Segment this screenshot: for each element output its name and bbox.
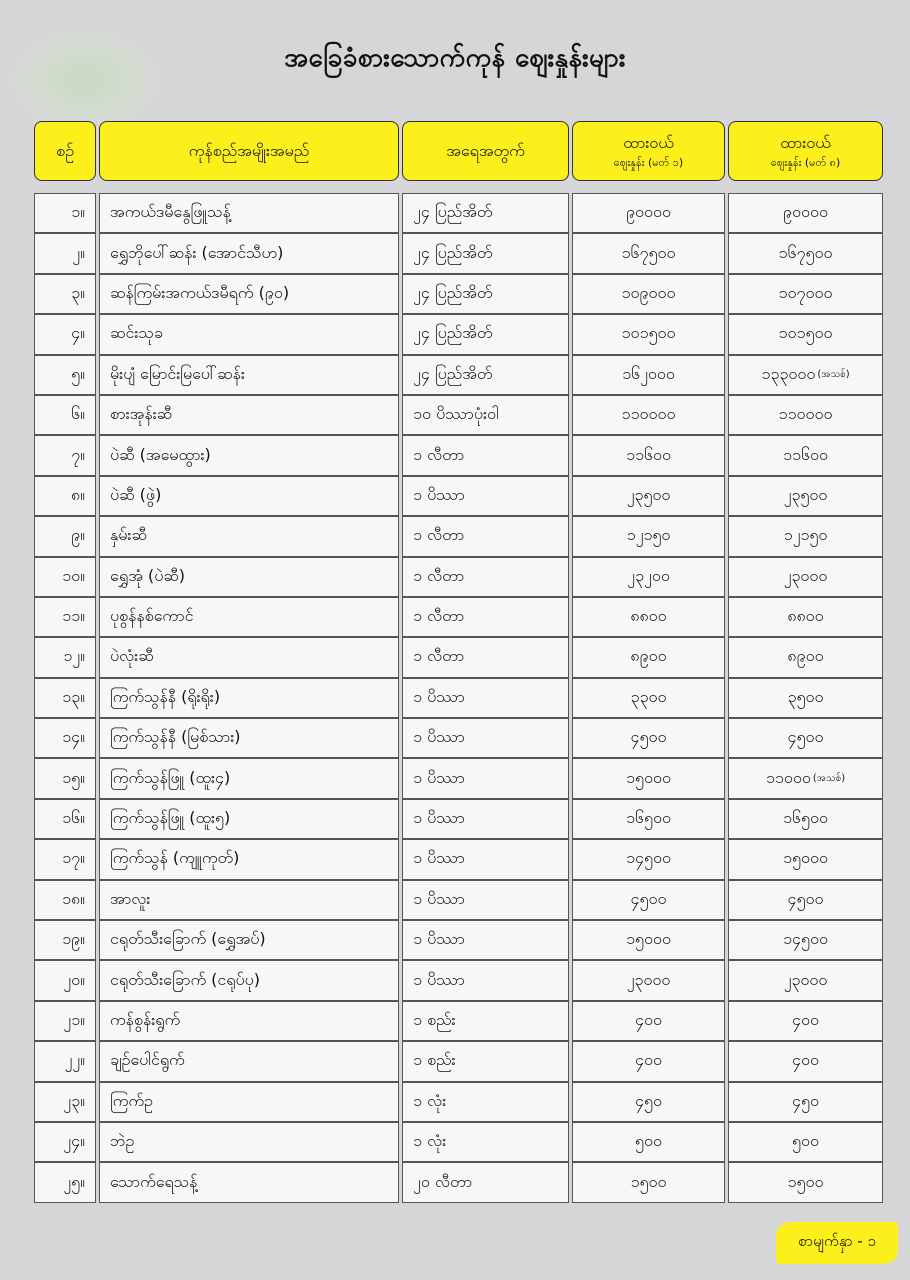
item-name-text: ချဉ်ပေါင်ရွက်	[110, 1050, 185, 1070]
price-march-8	[728, 597, 883, 637]
row-number	[34, 476, 96, 516]
row-number-text: ၆။	[71, 404, 85, 424]
price-march-8-text: ၉၀၀၀၀	[783, 202, 828, 222]
item-unit	[402, 880, 569, 920]
price-march-8	[728, 476, 883, 516]
item-unit-text: ၁ ပိဿာ	[413, 767, 465, 787]
row-number-text: ၂၅။	[63, 1171, 85, 1191]
item-unit	[402, 920, 569, 960]
header-unit-label: အရေအတွက်	[446, 141, 525, 161]
item-unit	[402, 1041, 569, 1081]
price-march-1-text: ၁၂၁၅၀	[626, 525, 671, 545]
price-march-1-text: ၃၃၀၀	[630, 686, 667, 706]
price-march-1-text: ၄၅၀	[635, 1090, 662, 1110]
item-name-text: ငရုတ်သီးခြောက် (ငရုပ်ပု)	[110, 969, 260, 989]
item-name-text: ဘဲဥ	[110, 1131, 135, 1151]
price-march-1	[572, 1041, 725, 1081]
price-march-8	[728, 920, 883, 960]
price-march-1-text: ၄၅၀၀	[630, 727, 667, 747]
item-name-text: အကယ်ဒမီနွေဖြူသန့်	[110, 202, 231, 222]
row-number	[34, 1041, 96, 1081]
item-name	[99, 799, 399, 839]
item-unit-text: ၁ စည်း	[413, 1050, 456, 1070]
price-march-8	[728, 1162, 883, 1202]
price-march-8-text: ၁၀၇၀၀၀	[778, 282, 833, 302]
item-name-text: ဆင်းသုခ	[110, 323, 163, 343]
item-name	[99, 314, 399, 354]
item-name	[99, 355, 399, 395]
price-march-8-text: ၁၆၇၅၀၀	[778, 242, 833, 262]
item-name	[99, 678, 399, 718]
price-march-1	[572, 758, 725, 798]
item-name	[99, 233, 399, 273]
item-name-text: ကြက်သွန်ဖြူ (ထူး၄)	[110, 767, 231, 787]
price-march-1	[572, 839, 725, 879]
row-number-text: ၁၅။	[62, 767, 85, 787]
price-march-1	[572, 233, 725, 273]
price-march-8-text: ၄၅၀	[792, 1090, 819, 1110]
price-march-1-text: ၁၆၅၀၀	[626, 808, 671, 828]
price-march-8-text: ၃၅၀၀	[787, 686, 824, 706]
row-number-text: ၂၃။	[63, 1090, 85, 1110]
row-number-text: ၄။	[71, 323, 85, 343]
price-march-8-text: ၁၂၁၅၀	[783, 525, 828, 545]
item-unit-text: ၁ လီတာ	[413, 565, 465, 585]
item-unit	[402, 718, 569, 758]
item-name	[99, 1041, 399, 1081]
header-price-1-main: ထားဝယ်	[623, 132, 674, 152]
price-march-1-text: ၁၆၇၅၀၀	[621, 242, 676, 262]
row-number	[34, 880, 96, 920]
item-unit	[402, 274, 569, 314]
header-name-label: ကုန်စည်အမျိုးအမည်	[188, 141, 310, 161]
row-number-text: ၂၂။	[64, 1050, 85, 1070]
item-unit-text: ၁ ပိဿာ	[413, 969, 465, 989]
price-march-8	[728, 355, 883, 395]
item-unit	[402, 960, 569, 1000]
price-march-1	[572, 920, 725, 960]
price-march-1-text: ၁၀၁၅၀၀	[621, 323, 676, 343]
row-number-text: ၃။	[71, 282, 85, 302]
row-number-text: ၁၂။	[63, 646, 85, 666]
row-number-text: ၂။	[72, 242, 85, 262]
price-march-1-text: ၉၀၀၀၀	[626, 202, 671, 222]
item-name	[99, 839, 399, 879]
item-unit	[402, 435, 569, 475]
row-number	[34, 1162, 96, 1202]
item-unit	[402, 395, 569, 435]
price-march-8	[728, 678, 883, 718]
new-price-note: (အသစ်)	[812, 773, 846, 785]
header-price-2-sub: ဈေးနှုန်း (မတ် ၈)	[770, 156, 841, 169]
item-name-text: ဆန်ကြမ်းအကယ်ဒမီရက် (၉၀)	[110, 282, 290, 302]
price-march-1-text: ၁၁၀၀၀၀	[621, 404, 676, 424]
price-march-1	[572, 678, 725, 718]
row-number	[34, 960, 96, 1000]
item-unit	[402, 758, 569, 798]
item-name-text: ရွှေဘိုပေါ်ဆန်း (အောင်သီဟ)	[110, 242, 284, 262]
item-name	[99, 1162, 399, 1202]
price-march-1	[572, 395, 725, 435]
header-price-1-sub: ဈေးနှုန်း (မတ် ၁)	[613, 156, 684, 169]
row-number-text: ၅။	[71, 363, 85, 383]
item-unit-text: ၂၀ လီတာ	[413, 1171, 473, 1191]
item-unit	[402, 355, 569, 395]
price-march-8	[728, 960, 883, 1000]
row-number	[34, 516, 96, 556]
row-number	[34, 758, 96, 798]
price-march-1-text: ၁၅၀၀၀	[626, 767, 671, 787]
price-march-1	[572, 557, 725, 597]
item-name	[99, 597, 399, 637]
price-march-8-text: ၁၀၁၅၀၀	[778, 323, 833, 343]
item-unit	[402, 1122, 569, 1162]
price-march-1	[572, 193, 725, 233]
price-march-1-text: ၁၅၀၀	[630, 1171, 667, 1191]
item-unit-text: ၁ လုံး	[413, 1090, 447, 1110]
row-number	[34, 597, 96, 637]
price-march-8-text: ၂၃၀၀၀	[783, 969, 828, 989]
price-march-8	[728, 395, 883, 435]
price-march-8	[728, 839, 883, 879]
item-name	[99, 274, 399, 314]
row-number	[34, 920, 96, 960]
item-unit-text: ၁ လုံး	[413, 1131, 447, 1151]
price-march-8-text: ၁၁၆၀၀	[783, 444, 828, 464]
price-march-8-text: ၈၉၀၀	[787, 646, 824, 666]
row-number-text: ၇။	[71, 444, 85, 464]
item-unit-text: ၂၄ ပြည်အိတ်	[413, 363, 493, 383]
price-march-1-text: ၄၀၀	[635, 1050, 662, 1070]
row-number	[34, 314, 96, 354]
item-name	[99, 557, 399, 597]
item-name-text: သောက်ရေသန့်	[110, 1171, 198, 1191]
item-name	[99, 1122, 399, 1162]
item-unit	[402, 637, 569, 677]
price-march-1-text: ၄၀၀	[635, 1010, 662, 1029]
row-number-text: ၁၄။	[62, 727, 85, 747]
price-march-1	[572, 637, 725, 677]
item-name	[99, 435, 399, 475]
price-march-8-text: ၄၅၀၀	[787, 727, 824, 747]
price-march-1	[572, 476, 725, 516]
item-unit-text: ၁ လီတာ	[413, 646, 465, 666]
header-unit	[402, 121, 569, 181]
price-march-1-text: ၁၀၉၀၀၀	[621, 282, 676, 302]
price-march-1	[572, 1082, 725, 1122]
item-unit	[402, 678, 569, 718]
row-number-text: ၁၃။	[62, 686, 85, 706]
price-march-8	[728, 718, 883, 758]
item-unit-text: ၁ လီတာ	[413, 606, 465, 626]
item-name-text: ရွှေအုံ (ပဲဆီ)	[110, 565, 186, 585]
item-unit-text: ၂၄ ပြည်အိတ်	[413, 323, 493, 343]
item-unit-text: ၁ ပိဿာ	[413, 686, 465, 706]
item-name	[99, 718, 399, 758]
price-march-1-text: ၄၅၀၀	[630, 888, 667, 908]
row-number	[34, 435, 96, 475]
item-name	[99, 960, 399, 1000]
header-price-2-main: ထားဝယ်	[780, 132, 831, 152]
item-name-text: ပဲဆီ (ဖွဲ)	[110, 484, 162, 504]
price-march-8-text: ၅၀၀	[792, 1131, 819, 1151]
new-price-note: (အသစ်)	[817, 369, 850, 381]
price-march-8-text: ၁၅၀၀၀	[783, 848, 828, 868]
item-unit	[402, 839, 569, 879]
price-march-8	[728, 880, 883, 920]
header-no-label: စဉ်	[56, 141, 74, 161]
item-name-text: ပဲဆီ (အမေထွား)	[110, 444, 211, 464]
price-table-body	[34, 193, 880, 1203]
row-number	[34, 718, 96, 758]
item-name-text: ကြက်သွန်ဖြူ (ထူး၅)	[110, 808, 231, 828]
item-name	[99, 880, 399, 920]
item-unit-text: ၁ ပိဿာ	[413, 888, 465, 908]
item-name	[99, 395, 399, 435]
row-number-text: ၁၉။	[62, 929, 85, 949]
price-march-1	[572, 516, 725, 556]
price-march-8-text: ၁၁၀၀၀	[765, 767, 811, 787]
header-name	[99, 121, 399, 181]
price-march-8	[728, 274, 883, 314]
item-name	[99, 1082, 399, 1122]
item-name	[99, 516, 399, 556]
row-number-text: ၁၁။	[62, 606, 85, 626]
price-march-1	[572, 718, 725, 758]
row-number	[34, 274, 96, 314]
row-number	[34, 839, 96, 879]
price-march-1-text: ၈၉၀၀	[630, 646, 667, 666]
item-unit	[402, 314, 569, 354]
row-number-text: ၁၈။	[62, 888, 85, 908]
header-no	[34, 121, 96, 181]
item-unit-text: ၂၄ ပြည်အိတ်	[413, 242, 493, 262]
item-unit-text: ၁ ပိဿာ	[413, 727, 465, 747]
row-number	[34, 1001, 96, 1041]
price-march-8-text: ၄၀၀	[792, 1050, 819, 1070]
price-march-1	[572, 1122, 725, 1162]
price-march-1-text: ၂၃၂၀၀	[627, 565, 670, 585]
price-march-1	[572, 435, 725, 475]
price-march-8	[728, 1082, 883, 1122]
row-number-text: ၁၇။	[62, 848, 85, 868]
price-march-8	[728, 193, 883, 233]
price-march-8-text: ၂၃၅၀၀	[783, 484, 828, 504]
row-number	[34, 1122, 96, 1162]
item-unit	[402, 1001, 569, 1041]
price-march-1	[572, 1162, 725, 1202]
item-unit	[402, 233, 569, 273]
row-number	[34, 1082, 96, 1122]
price-march-8	[728, 557, 883, 597]
item-name-text: ကြက်သွန်နီ (မြစ်သား)	[110, 727, 241, 747]
price-march-1-text: ၂၃၀၀၀	[626, 969, 671, 989]
item-unit-text: ၁၀ ပိဿာပုံးဝါ	[413, 404, 499, 424]
row-number-text: ၂၁။	[63, 1010, 85, 1029]
item-name-text: မိုးပျံ မြောင်းမြပေါ်ဆန်း	[110, 363, 245, 383]
price-march-8	[728, 516, 883, 556]
item-unit-text: ၂၄ ပြည်အိတ်	[413, 282, 493, 302]
row-number	[34, 557, 96, 597]
row-number-text: ၁၀။	[62, 565, 85, 585]
item-unit-text: ၁ ပိဿာ	[413, 484, 465, 504]
item-unit-text: ၁ ပိဿာ	[413, 808, 465, 828]
price-march-1-text: ၈၈၀၀	[630, 606, 667, 626]
row-number	[34, 799, 96, 839]
item-name	[99, 1001, 399, 1041]
price-march-1-text: ၁၁၆၀၀	[626, 444, 671, 464]
page-number-badge: စာမျက်နှာ - ၁	[776, 1222, 898, 1264]
price-march-1	[572, 960, 725, 1000]
item-unit-text: ၁ ပိဿာ	[413, 929, 465, 949]
item-name-text: ပဲလုံးဆီ	[110, 646, 154, 666]
row-number	[34, 678, 96, 718]
header-price-2	[728, 121, 883, 181]
item-unit	[402, 516, 569, 556]
price-march-8	[728, 1001, 883, 1041]
item-unit	[402, 193, 569, 233]
item-unit-text: ၂၄ ပြည်အိတ်	[413, 202, 493, 222]
item-unit	[402, 799, 569, 839]
row-number	[34, 355, 96, 395]
item-unit-text: ၁ လီတာ	[413, 525, 465, 545]
row-number-text: ၉။	[71, 525, 85, 545]
row-number	[34, 233, 96, 273]
price-march-1-text: ၁၅၀၀၀	[626, 929, 671, 949]
price-march-1-text: ၂၃၅၀၀	[626, 484, 671, 504]
price-march-1-text: ၁၆၂၀၀၀	[622, 363, 675, 383]
item-unit-text: ၁ လီတာ	[413, 444, 465, 464]
item-name	[99, 476, 399, 516]
item-name-text: နှမ်းဆီ	[110, 525, 147, 545]
price-march-8	[728, 1122, 883, 1162]
item-unit	[402, 476, 569, 516]
item-name-text: အာလူး	[110, 888, 151, 908]
price-march-8-text: ၁၁၀၀၀၀	[778, 404, 833, 424]
price-march-8	[728, 314, 883, 354]
price-march-8	[728, 1041, 883, 1081]
price-march-8	[728, 233, 883, 273]
price-march-8-text: ၁၆၅၀၀	[783, 808, 828, 828]
price-march-1-text: ၁၄၅၀၀	[626, 848, 671, 868]
price-march-8	[728, 435, 883, 475]
price-march-1	[572, 274, 725, 314]
price-march-1	[572, 1001, 725, 1041]
item-name	[99, 193, 399, 233]
price-march-8-text: ၁၄၅၀၀	[783, 929, 828, 949]
item-name	[99, 637, 399, 677]
item-unit	[402, 597, 569, 637]
row-number-text: ၁၆။	[62, 808, 85, 828]
item-name-text: ကြက်သွန်နီ (ရိုးရိုး)	[110, 686, 221, 706]
item-name-text: ကြက်ဥ	[110, 1090, 153, 1110]
price-march-8-text: ၂၃၀၀၀	[783, 565, 828, 585]
table-header	[34, 121, 880, 181]
item-unit	[402, 1162, 569, 1202]
item-unit	[402, 557, 569, 597]
item-name	[99, 920, 399, 960]
row-number-text: ၂၄။	[63, 1131, 85, 1151]
row-number-text: ၁။	[71, 202, 85, 222]
item-unit-text: ၁ စည်း	[413, 1010, 456, 1029]
page-title: အခြေခံစားသောက်ကုန် ဈေးနှုန်းများ	[284, 43, 626, 73]
item-name-text: ငရုတ်သီးခြောက် (ရွှေအပ်)	[110, 929, 266, 949]
item-unit-text: ၁ ပိဿာ	[413, 848, 465, 868]
row-number	[34, 193, 96, 233]
price-march-1-text: ၅၀၀	[635, 1131, 662, 1151]
price-march-8	[728, 637, 883, 677]
price-march-8-text: ၈၈၀၀	[787, 606, 824, 626]
item-name	[99, 758, 399, 798]
row-number	[34, 395, 96, 435]
price-march-1	[572, 597, 725, 637]
price-march-1	[572, 880, 725, 920]
price-march-1	[572, 355, 725, 395]
header-price-1	[572, 121, 725, 181]
price-march-8	[728, 799, 883, 839]
row-number-text: ၈။	[71, 484, 85, 504]
price-march-1	[572, 314, 725, 354]
price-march-1	[572, 799, 725, 839]
price-march-8	[728, 758, 883, 798]
item-name-text: ကန်စွန်းရွက်	[110, 1010, 181, 1029]
item-name-text: စားအုန်းဆီ	[110, 404, 173, 424]
price-march-8-text: ၁၅၀၀	[787, 1171, 824, 1191]
price-march-8-text: ၁၃၃၀၀၀	[761, 363, 816, 383]
row-number-text: ၂၀။	[63, 969, 85, 989]
item-name-text: ကြက်သွန် (ကျူကုတ်)	[110, 848, 240, 868]
price-march-8-text: ၄၀၀	[792, 1010, 819, 1029]
item-unit	[402, 1082, 569, 1122]
item-name-text: ပုစွန်နစ်ကောင်	[110, 606, 194, 626]
row-number	[34, 637, 96, 677]
price-march-8-text: ၄၅၀၀	[787, 888, 824, 908]
